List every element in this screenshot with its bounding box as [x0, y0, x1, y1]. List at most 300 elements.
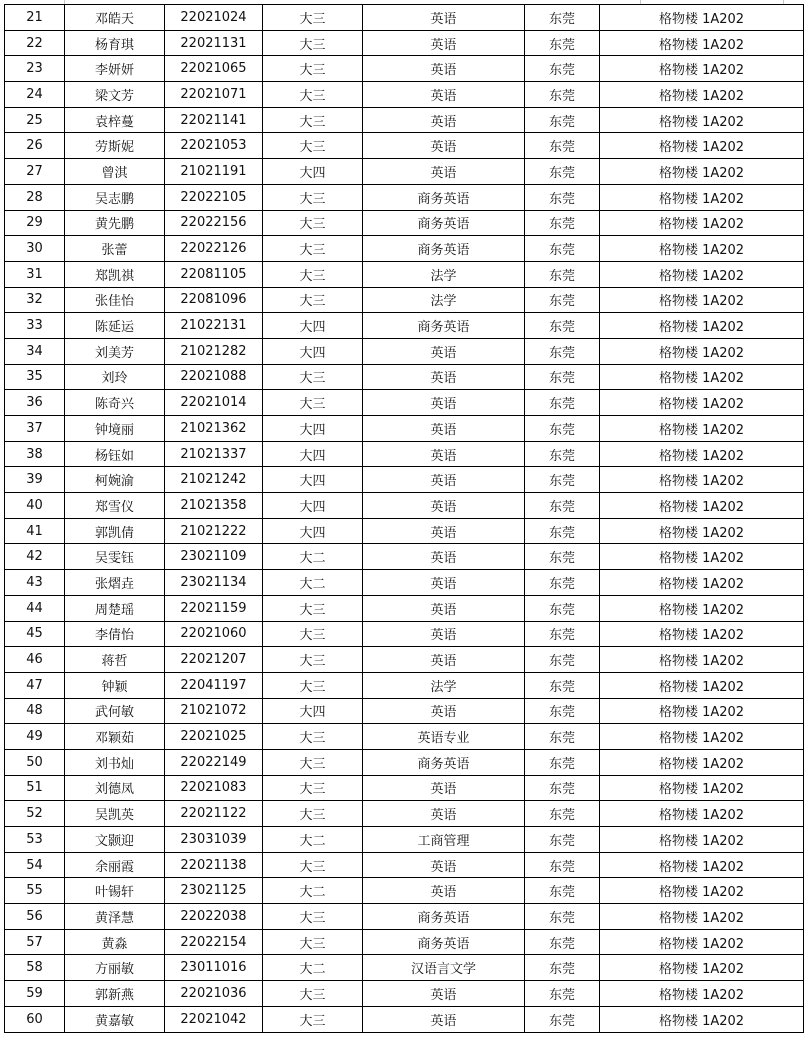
- row-number-cell: 22: [5, 30, 65, 56]
- campus-cell: 东莞: [525, 287, 600, 313]
- table-row: [5, 647, 804, 673]
- grade-year-cell: 大三: [263, 621, 363, 647]
- student-name-cell: 吴志鹏: [65, 184, 165, 210]
- student-id-cell: 21022131: [165, 313, 263, 339]
- exam-room-cell: 格物楼 1A202: [600, 390, 804, 416]
- major-cell: 英语: [363, 5, 525, 31]
- student-name-cell: 余丽霞: [65, 852, 165, 878]
- table-row: [5, 441, 804, 467]
- exam-room-cell: 格物楼 1A202: [600, 56, 804, 82]
- student-name-cell: 李妍妍: [65, 56, 165, 82]
- student-id-cell: 22021138: [165, 852, 263, 878]
- campus-cell: 东莞: [525, 724, 600, 750]
- major-cell: 商务英语: [363, 184, 525, 210]
- student-name-cell: 梁文芳: [65, 82, 165, 108]
- exam-room-cell: 格物楼 1A202: [600, 955, 804, 981]
- row-number-cell: 43: [5, 570, 65, 596]
- student-name-cell: 叶锡轩: [65, 878, 165, 904]
- major-cell: 英语: [363, 570, 525, 596]
- table-row: [5, 107, 804, 133]
- student-name-cell: 方丽敏: [65, 955, 165, 981]
- student-name-cell: 邓皓天: [65, 5, 165, 31]
- table-row: [5, 261, 804, 287]
- major-cell: 英语: [363, 441, 525, 467]
- student-id-cell: 21021337: [165, 441, 263, 467]
- exam-room-cell: 格物楼 1A202: [600, 595, 804, 621]
- student-id-cell: 22021014: [165, 390, 263, 416]
- table-row: [5, 364, 804, 390]
- campus-cell: 东莞: [525, 133, 600, 159]
- student-name-cell: 杨钰如: [65, 441, 165, 467]
- table-row: [5, 313, 804, 339]
- table-row: [5, 775, 804, 801]
- student-id-cell: 22021122: [165, 801, 263, 827]
- row-number-cell: 54: [5, 852, 65, 878]
- table-row: [5, 390, 804, 416]
- major-cell: 英语: [363, 775, 525, 801]
- row-number-cell: 30: [5, 236, 65, 262]
- grade-year-cell: 大三: [263, 775, 363, 801]
- student-name-cell: 陈延运: [65, 313, 165, 339]
- student-id-cell: 22021207: [165, 647, 263, 673]
- table-row: [5, 493, 804, 519]
- student-name-cell: 钟颖: [65, 672, 165, 698]
- grade-year-cell: 大三: [263, 724, 363, 750]
- grade-year-cell: 大四: [263, 493, 363, 519]
- grade-year-cell: 大三: [263, 595, 363, 621]
- table-row: [5, 210, 804, 236]
- grade-year-cell: 大二: [263, 827, 363, 853]
- exam-room-cell: 格物楼 1A202: [600, 493, 804, 519]
- row-number-cell: 52: [5, 801, 65, 827]
- student-id-cell: 22021065: [165, 56, 263, 82]
- student-name-cell: 钟境丽: [65, 416, 165, 442]
- exam-room-cell: 格物楼 1A202: [600, 570, 804, 596]
- campus-cell: 东莞: [525, 621, 600, 647]
- table-row: [5, 724, 804, 750]
- student-name-cell: 张蕾: [65, 236, 165, 262]
- major-cell: 英语: [363, 647, 525, 673]
- table-row: [5, 1006, 804, 1032]
- student-name-cell: 张佳怡: [65, 287, 165, 313]
- table-row: [5, 236, 804, 262]
- major-cell: 英语: [363, 133, 525, 159]
- row-number-cell: 40: [5, 493, 65, 519]
- table-row: [5, 852, 804, 878]
- student-name-cell: 周楚瑶: [65, 595, 165, 621]
- table-row: [5, 518, 804, 544]
- student-name-cell: 陈奇兴: [65, 390, 165, 416]
- student-id-cell: 22022038: [165, 904, 263, 930]
- grade-year-cell: 大三: [263, 749, 363, 775]
- row-number-cell: 48: [5, 698, 65, 724]
- major-cell: 英语: [363, 801, 525, 827]
- table-row: [5, 981, 804, 1007]
- student-id-cell: 22021025: [165, 724, 263, 750]
- grade-year-cell: 大三: [263, 5, 363, 31]
- row-number-cell: 28: [5, 184, 65, 210]
- student-id-cell: 22021053: [165, 133, 263, 159]
- major-cell: 英语: [363, 621, 525, 647]
- grade-year-cell: 大三: [263, 801, 363, 827]
- row-number-cell: 29: [5, 210, 65, 236]
- student-name-cell: 柯婉渝: [65, 467, 165, 493]
- row-number-cell: 41: [5, 518, 65, 544]
- row-number-cell: 55: [5, 878, 65, 904]
- grade-year-cell: 大四: [263, 467, 363, 493]
- row-number-cell: 58: [5, 955, 65, 981]
- student-name-cell: 吴雯钰: [65, 544, 165, 570]
- grade-year-cell: 大四: [263, 338, 363, 364]
- campus-cell: 东莞: [525, 107, 600, 133]
- campus-cell: 东莞: [525, 955, 600, 981]
- student-name-cell: 张熠垚: [65, 570, 165, 596]
- student-id-cell: 21021242: [165, 467, 263, 493]
- row-number-cell: 21: [5, 5, 65, 31]
- student-id-cell: 21021072: [165, 698, 263, 724]
- major-cell: 英语: [363, 107, 525, 133]
- student-name-cell: 黄嘉敏: [65, 1006, 165, 1032]
- student-id-cell: 23011016: [165, 955, 263, 981]
- row-number-cell: 53: [5, 827, 65, 853]
- student-id-cell: 22022154: [165, 929, 263, 955]
- grade-year-cell: 大三: [263, 261, 363, 287]
- row-number-cell: 60: [5, 1006, 65, 1032]
- campus-cell: 东莞: [525, 82, 600, 108]
- exam-room-cell: 格物楼 1A202: [600, 852, 804, 878]
- exam-room-cell: 格物楼 1A202: [600, 441, 804, 467]
- student-name-cell: 吴凯英: [65, 801, 165, 827]
- table-row: [5, 133, 804, 159]
- grade-year-cell: 大三: [263, 210, 363, 236]
- student-name-cell: 黄先鹏: [65, 210, 165, 236]
- campus-cell: 东莞: [525, 236, 600, 262]
- student-id-cell: 22021159: [165, 595, 263, 621]
- grade-year-cell: 大三: [263, 390, 363, 416]
- major-cell: 英语: [363, 82, 525, 108]
- major-cell: 英语: [363, 493, 525, 519]
- table-row: [5, 82, 804, 108]
- table-row: [5, 544, 804, 570]
- exam-room-cell: 格物楼 1A202: [600, 159, 804, 185]
- student-id-cell: 22081096: [165, 287, 263, 313]
- table-row: [5, 595, 804, 621]
- student-id-cell: 22081105: [165, 261, 263, 287]
- table-row: [5, 878, 804, 904]
- student-id-cell: 21021362: [165, 416, 263, 442]
- student-name-cell: 黄淼: [65, 929, 165, 955]
- grade-year-cell: 大二: [263, 570, 363, 596]
- student-id-cell: 22021036: [165, 981, 263, 1007]
- exam-room-cell: 格物楼 1A202: [600, 544, 804, 570]
- row-number-cell: 26: [5, 133, 65, 159]
- campus-cell: 东莞: [525, 390, 600, 416]
- grade-year-cell: 大三: [263, 852, 363, 878]
- row-number-cell: 31: [5, 261, 65, 287]
- student-name-cell: 邓颖茹: [65, 724, 165, 750]
- campus-cell: 东莞: [525, 647, 600, 673]
- table-row: [5, 287, 804, 313]
- campus-cell: 东莞: [525, 749, 600, 775]
- major-cell: 英语: [363, 981, 525, 1007]
- grade-year-cell: 大三: [263, 364, 363, 390]
- row-number-cell: 24: [5, 82, 65, 108]
- grade-year-cell: 大二: [263, 955, 363, 981]
- campus-cell: 东莞: [525, 261, 600, 287]
- grade-year-cell: 大三: [263, 56, 363, 82]
- exam-room-cell: 格物楼 1A202: [600, 904, 804, 930]
- campus-cell: 东莞: [525, 595, 600, 621]
- grade-year-cell: 大四: [263, 159, 363, 185]
- student-id-cell: 23021134: [165, 570, 263, 596]
- student-id-cell: 21021222: [165, 518, 263, 544]
- student-name-cell: 杨育琪: [65, 30, 165, 56]
- exam-room-cell: 格物楼 1A202: [600, 801, 804, 827]
- student-id-cell: 22021042: [165, 1006, 263, 1032]
- exam-room-cell: 格物楼 1A202: [600, 236, 804, 262]
- exam-room-cell: 格物楼 1A202: [600, 30, 804, 56]
- grade-year-cell: 大三: [263, 904, 363, 930]
- student-id-cell: 22021083: [165, 775, 263, 801]
- grade-year-cell: 大三: [263, 82, 363, 108]
- campus-cell: 东莞: [525, 493, 600, 519]
- row-number-cell: 27: [5, 159, 65, 185]
- major-cell: 英语: [363, 416, 525, 442]
- row-number-cell: 46: [5, 647, 65, 673]
- student-name-cell: 刘书灿: [65, 749, 165, 775]
- exam-room-cell: 格物楼 1A202: [600, 647, 804, 673]
- student-id-cell: 23021125: [165, 878, 263, 904]
- campus-cell: 东莞: [525, 775, 600, 801]
- row-number-cell: 23: [5, 56, 65, 82]
- student-name-cell: 刘玲: [65, 364, 165, 390]
- row-number-cell: 35: [5, 364, 65, 390]
- table-row: [5, 801, 804, 827]
- student-id-cell: 22022105: [165, 184, 263, 210]
- roster-sheet: [4, 4, 803, 1033]
- student-id-cell: 21021358: [165, 493, 263, 519]
- exam-room-cell: 格物楼 1A202: [600, 5, 804, 31]
- row-number-cell: 47: [5, 672, 65, 698]
- exam-room-cell: 格物楼 1A202: [600, 210, 804, 236]
- exam-room-cell: 格物楼 1A202: [600, 749, 804, 775]
- campus-cell: 东莞: [525, 416, 600, 442]
- student-id-cell: 23021109: [165, 544, 263, 570]
- major-cell: 商务英语: [363, 236, 525, 262]
- major-cell: 法学: [363, 287, 525, 313]
- grade-year-cell: 大四: [263, 441, 363, 467]
- row-number-cell: 37: [5, 416, 65, 442]
- major-cell: 英语: [363, 467, 525, 493]
- campus-cell: 东莞: [525, 364, 600, 390]
- campus-cell: 东莞: [525, 441, 600, 467]
- campus-cell: 东莞: [525, 184, 600, 210]
- grade-year-cell: 大四: [263, 313, 363, 339]
- exam-room-cell: 格物楼 1A202: [600, 518, 804, 544]
- table-row: [5, 30, 804, 56]
- student-id-cell: 22022156: [165, 210, 263, 236]
- table-row: [5, 698, 804, 724]
- campus-cell: 东莞: [525, 313, 600, 339]
- student-name-cell: 刘美芳: [65, 338, 165, 364]
- major-cell: 商务英语: [363, 210, 525, 236]
- major-cell: 汉语言文学: [363, 955, 525, 981]
- grade-year-cell: 大四: [263, 698, 363, 724]
- roster-table-body: [5, 5, 804, 1033]
- campus-cell: 东莞: [525, 929, 600, 955]
- table-row: [5, 184, 804, 210]
- exam-room-cell: 格物楼 1A202: [600, 107, 804, 133]
- major-cell: 英语: [363, 159, 525, 185]
- grade-year-cell: 大三: [263, 1006, 363, 1032]
- exam-room-cell: 格物楼 1A202: [600, 981, 804, 1007]
- exam-room-cell: 格物楼 1A202: [600, 672, 804, 698]
- row-number-cell: 56: [5, 904, 65, 930]
- student-id-cell: 22021071: [165, 82, 263, 108]
- major-cell: 英语: [363, 390, 525, 416]
- row-number-cell: 33: [5, 313, 65, 339]
- student-name-cell: 郭新燕: [65, 981, 165, 1007]
- grade-year-cell: 大三: [263, 672, 363, 698]
- exam-room-cell: 格物楼 1A202: [600, 287, 804, 313]
- grade-year-cell: 大三: [263, 981, 363, 1007]
- campus-cell: 东莞: [525, 56, 600, 82]
- table-row: [5, 621, 804, 647]
- student-name-cell: 李倩怡: [65, 621, 165, 647]
- student-id-cell: 22021131: [165, 30, 263, 56]
- roster-table: [4, 4, 804, 1033]
- campus-cell: 东莞: [525, 570, 600, 596]
- major-cell: 英语: [363, 852, 525, 878]
- row-number-cell: 42: [5, 544, 65, 570]
- major-cell: 商务英语: [363, 929, 525, 955]
- campus-cell: 东莞: [525, 210, 600, 236]
- campus-cell: 东莞: [525, 698, 600, 724]
- row-number-cell: 32: [5, 287, 65, 313]
- exam-room-cell: 格物楼 1A202: [600, 724, 804, 750]
- exam-room-cell: 格物楼 1A202: [600, 621, 804, 647]
- campus-cell: 东莞: [525, 1006, 600, 1032]
- exam-room-cell: 格物楼 1A202: [600, 827, 804, 853]
- table-row: [5, 416, 804, 442]
- row-number-cell: 51: [5, 775, 65, 801]
- major-cell: 法学: [363, 672, 525, 698]
- grade-year-cell: 大四: [263, 416, 363, 442]
- student-name-cell: 文颢迎: [65, 827, 165, 853]
- campus-cell: 东莞: [525, 338, 600, 364]
- major-cell: 英语: [363, 518, 525, 544]
- exam-room-cell: 格物楼 1A202: [600, 929, 804, 955]
- exam-room-cell: 格物楼 1A202: [600, 364, 804, 390]
- table-row: [5, 749, 804, 775]
- student-name-cell: 袁梓蔓: [65, 107, 165, 133]
- table-row: [5, 955, 804, 981]
- row-number-cell: 39: [5, 467, 65, 493]
- table-row: [5, 570, 804, 596]
- grade-year-cell: 大三: [263, 929, 363, 955]
- row-number-cell: 38: [5, 441, 65, 467]
- exam-room-cell: 格物楼 1A202: [600, 416, 804, 442]
- exam-room-cell: 格物楼 1A202: [600, 338, 804, 364]
- exam-room-cell: 格物楼 1A202: [600, 698, 804, 724]
- campus-cell: 东莞: [525, 5, 600, 31]
- campus-cell: 东莞: [525, 544, 600, 570]
- table-row: [5, 467, 804, 493]
- student-id-cell: 22041197: [165, 672, 263, 698]
- student-name-cell: 郑雪仪: [65, 493, 165, 519]
- campus-cell: 东莞: [525, 981, 600, 1007]
- grade-year-cell: 大三: [263, 287, 363, 313]
- exam-room-cell: 格物楼 1A202: [600, 878, 804, 904]
- student-name-cell: 蒋哲: [65, 647, 165, 673]
- table-row: [5, 5, 804, 31]
- student-id-cell: 21021282: [165, 338, 263, 364]
- row-number-cell: 44: [5, 595, 65, 621]
- student-id-cell: 22021060: [165, 621, 263, 647]
- grade-year-cell: 大二: [263, 544, 363, 570]
- table-row: [5, 338, 804, 364]
- major-cell: 英语: [363, 595, 525, 621]
- row-number-cell: 57: [5, 929, 65, 955]
- student-id-cell: 22021141: [165, 107, 263, 133]
- campus-cell: 东莞: [525, 801, 600, 827]
- student-id-cell: 22021024: [165, 5, 263, 31]
- student-name-cell: 劳斯妮: [65, 133, 165, 159]
- exam-room-cell: 格物楼 1A202: [600, 184, 804, 210]
- row-number-cell: 49: [5, 724, 65, 750]
- major-cell: 英语: [363, 698, 525, 724]
- exam-room-cell: 格物楼 1A202: [600, 467, 804, 493]
- grade-year-cell: 大四: [263, 518, 363, 544]
- row-number-cell: 25: [5, 107, 65, 133]
- exam-room-cell: 格物楼 1A202: [600, 775, 804, 801]
- major-cell: 英语: [363, 56, 525, 82]
- table-row: [5, 672, 804, 698]
- exam-room-cell: 格物楼 1A202: [600, 313, 804, 339]
- student-id-cell: 22022149: [165, 749, 263, 775]
- grade-year-cell: 大三: [263, 30, 363, 56]
- grade-year-cell: 大二: [263, 878, 363, 904]
- major-cell: 法学: [363, 261, 525, 287]
- student-id-cell: 22022126: [165, 236, 263, 262]
- student-id-cell: 22021088: [165, 364, 263, 390]
- student-name-cell: 郭凯倩: [65, 518, 165, 544]
- grade-year-cell: 大三: [263, 236, 363, 262]
- exam-room-cell: 格物楼 1A202: [600, 82, 804, 108]
- table-row: [5, 159, 804, 185]
- grade-year-cell: 大三: [263, 184, 363, 210]
- campus-cell: 东莞: [525, 904, 600, 930]
- student-id-cell: 23031039: [165, 827, 263, 853]
- campus-cell: 东莞: [525, 30, 600, 56]
- table-row: [5, 929, 804, 955]
- major-cell: 英语专业: [363, 724, 525, 750]
- major-cell: 英语: [363, 544, 525, 570]
- major-cell: 商务英语: [363, 904, 525, 930]
- major-cell: 英语: [363, 30, 525, 56]
- campus-cell: 东莞: [525, 852, 600, 878]
- campus-cell: 东莞: [525, 467, 600, 493]
- row-number-cell: 36: [5, 390, 65, 416]
- table-row: [5, 56, 804, 82]
- major-cell: 英语: [363, 1006, 525, 1032]
- student-name-cell: 曾淇: [65, 159, 165, 185]
- row-number-cell: 59: [5, 981, 65, 1007]
- exam-room-cell: 格物楼 1A202: [600, 261, 804, 287]
- row-number-cell: 50: [5, 749, 65, 775]
- table-row: [5, 904, 804, 930]
- exam-room-cell: 格物楼 1A202: [600, 1006, 804, 1032]
